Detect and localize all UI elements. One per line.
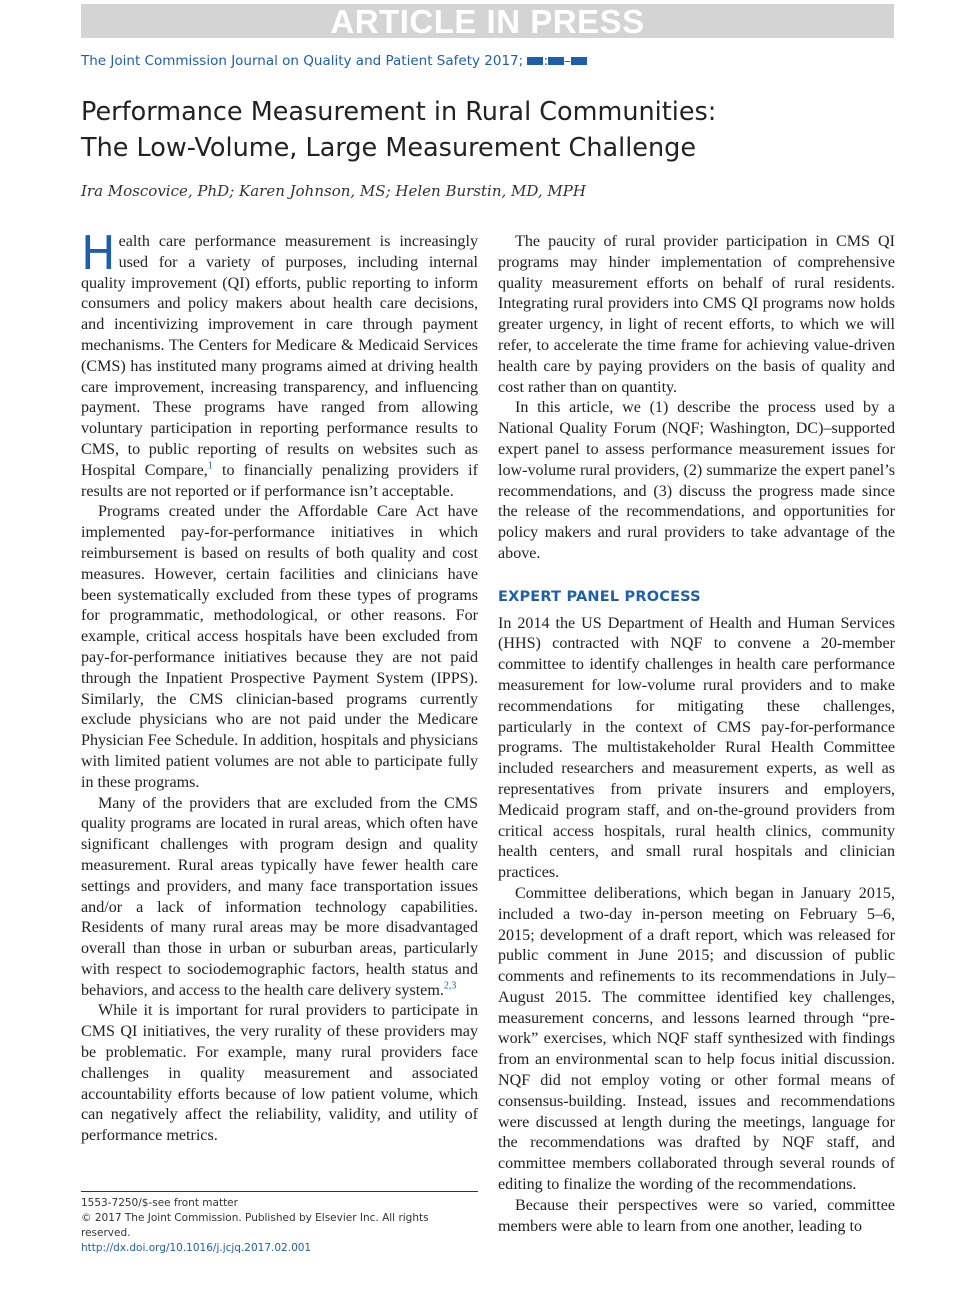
- drop-cap: H: [81, 226, 116, 280]
- paragraph: While it is important for rural providers to participate in CMS QI initiatives, the very rurality of these providers may be problematic. For example, many rural providers face challenges in quality measurement and associated accountability efforts because of low patient volume, which can negatively affect the reliability, validity, and utility of performance metrics.: [81, 1002, 478, 1145]
- footer: [81, 1196, 481, 1256]
- title-line-2: The Low-Volume, Large Measurement Challenge: [81, 133, 697, 163]
- paragraph: Because their perspectives were so varied, committee members were able to learn from one another, leading to: [498, 1196, 895, 1235]
- paragraph: The paucity of rural provider participation in CMS QI programs may hinder implementation of comprehensive quality measurement efforts on behalf of rural residents. Integrating rural providers into CMS QI programs now holds greater urgency, in light of recent efforts, to which we will refer, to accelerate the time frame for achieving value-driven health care by paying providers on the basis of quality and cost rather than on quantity.: [498, 233, 895, 396]
- copyright: © 2017 The Joint Commission. Published by Elsevier Inc. All rights reserved.: [81, 1212, 429, 1239]
- title-line-1: Performance Measurement in Rural Communities:: [81, 97, 717, 127]
- section-heading: EXPERT PANEL PROCESS: [498, 588, 701, 605]
- issn: 1553-7250/$-see front matter: [81, 1197, 238, 1209]
- paragraph: In 2014 the US Department of Health and Human Services (HHS) contracted with NQF to convene a 20-member committee to identify challenges in health care performance measurement for low-volume rural providers and to make recommendations for mitigating these challenges, particularly in the context of CMS pay-for-performance programs. The multistakeholder Rural Health Committee included researchers and measurement experts, as well as representatives from private insurers and employers, Medicaid program staff, and on-the-ground providers from critical access hospitals, rural health clinics, community health centers, and small rural hospitals and clinician practices.: [498, 614, 895, 882]
- reference-link[interactable]: 2,3: [443, 980, 457, 992]
- paragraph: Committee deliberations, which began in January 2015, included a two-day in-person meeting on February 5–6, 2015; development of a draft report, which was released for public comment in June 2015; and discussion of public comments and refinements to its recommendations in July–August 2015. The committee identified key challenges, measurement concerns, and lessons learned through “pre-work” exercises, which NQF staff synthesized with findings from an environmental scan to help focus initial discussion. NQF did not employ voting or other formal means of consensus-building. Instead, issues and recommendations were discussed at length during the meetings, language for the recommendations was drafted by NQF staff, and committee members collaborated through several rounds of editing to finalize the wording of the recommendations.: [498, 884, 895, 1194]
- author-list: Ira Moscovice, PhD; Karen Johnson, MS; Helen Burstin, MD, MPH: [81, 182, 586, 200]
- journal-citation: [81, 52, 894, 70]
- paragraph: Programs created under the Affordable Care Act have implemented pay-for-performance initiatives in which reimbursement is based on results of both quality and cost measures. However, certain facilities and clinicians have been systematically excluded from these types of programs for programmatic, methodological, or other reasons. For example, critical access hospitals have been excluded from pay-for-performance initiatives because they are not paid through the Inpatient Prospective Payment System (IPPS). Similarly, the CMS clinician-based programs currently exclude physicians who are not paid under the Medicare Physician Fee Schedule. In addition, hospitals and physicians with limited patient volumes are not able to participate fully in these programs.: [81, 503, 478, 791]
- doi-link[interactable]: http://dx.doi.org/10.1016/j.jcjq.2017.02.001: [81, 1242, 312, 1254]
- article-in-press-banner: ARTICLE IN PRESS: [81, 4, 894, 38]
- left-column: [81, 226, 478, 1147]
- footer-divider: [81, 1191, 478, 1192]
- reference-link[interactable]: 1: [207, 460, 213, 472]
- volume-placeholder: : –: [527, 53, 586, 69]
- journal-name: The Joint Commission Journal on Quality and Patient Safety 2017;: [81, 53, 524, 69]
- article-title: [81, 94, 894, 166]
- paragraph: Many of the providers that are excluded from the CMS quality programs are located in rural areas, which often have significant challenges with program design and quality measurement. Rural areas typically have fewer health care settings and providers, and many face transportation issues and/or a lack of information technology capabilities. Residents of many rural areas may be more disadvantaged overall than those in urban or suburban areas, particularly with respect to sociodemographic factors, health status and behaviors, and access to the health care delivery system.$^{2,3}$: [81, 794, 478, 999]
- paragraph: Health care performance measurement is increasingly used for a variety of purposes, including internal quality improvement (QI) efforts, public reporting to inform consumers and policy makers about health care decisions, and incentivizing improvement in care through payment mechanisms. The Centers for Medicare & Medicaid Services (CMS) has instituted many programs aimed at driving health care improvement, increasing transparency, and influencing payment. These programs have ranged from allowing voluntary participation in reporting performance results to CMS, to public reporting of results on websites such as Hospital Compare,$^1$ to financially penalizing providers if results are not reported or if performance isn’t acceptable.: [81, 226, 478, 500]
- paragraph: In this article, we (1) describe the process used by a National Quality Forum (NQF; Washington, DC)–supported expert panel to assess performance measurement issues for low-volume rural providers, (2) summarize the expert panel’s recommendations, and (3) discuss the progress made since the release of the recommendations, and opportunities for policy makers and rural providers to take advantage of the above.: [498, 399, 895, 562]
- right-column: [498, 232, 895, 1237]
